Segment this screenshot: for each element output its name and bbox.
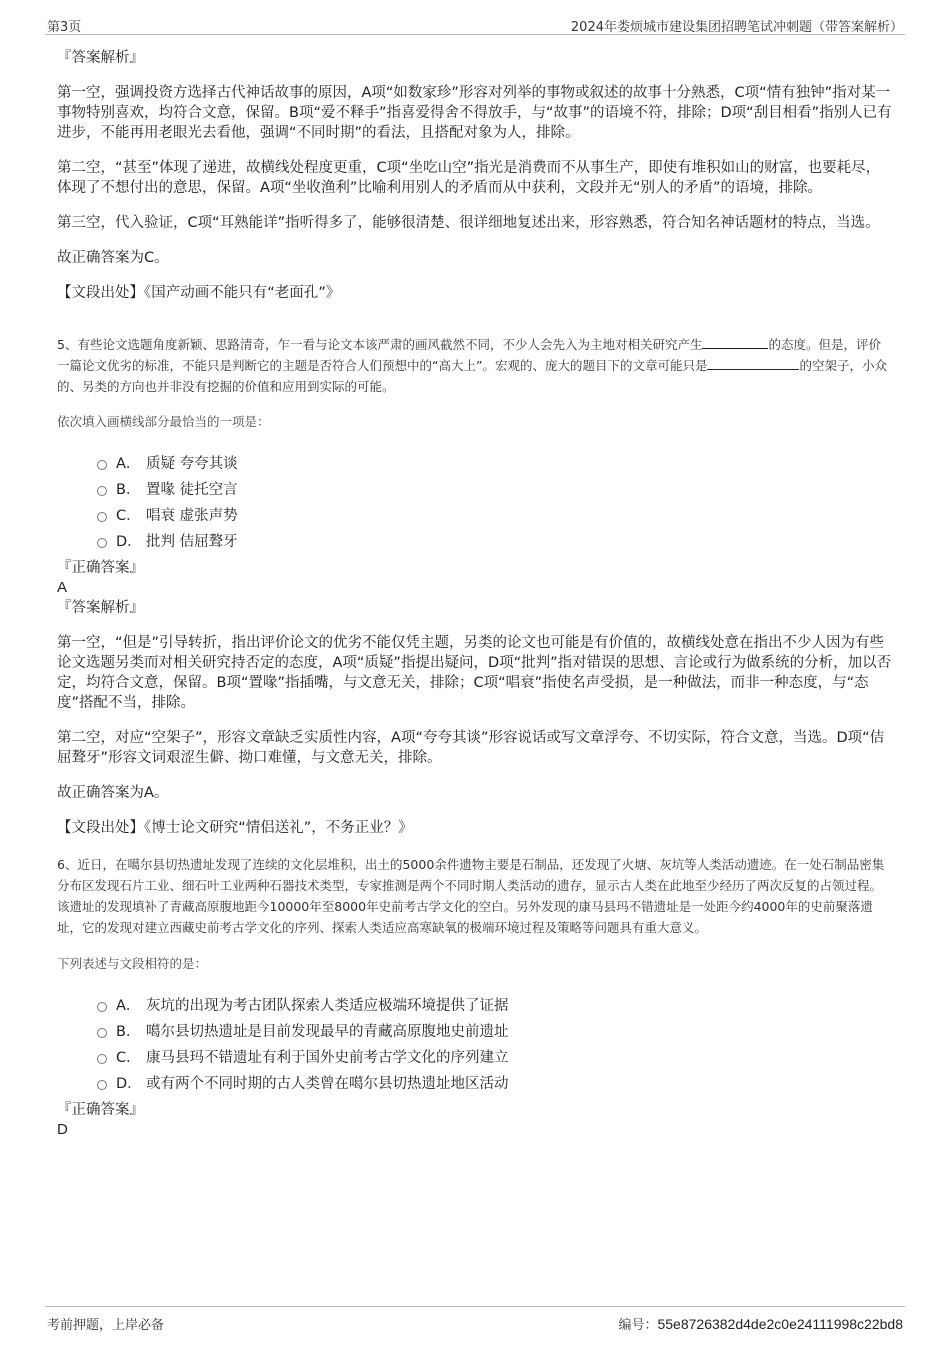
radio-icon[interactable] (97, 512, 107, 522)
document-code (618, 1314, 903, 1333)
option-letter: B． (116, 1023, 141, 1040)
option-letter: C． (116, 507, 141, 524)
radio-icon[interactable] (97, 486, 107, 496)
option-c[interactable] (97, 1043, 893, 1069)
radio-icon[interactable] (97, 1002, 107, 1012)
option-text: 康马县玛不错遗址有利于国外史前考古学文化的序列建立 (146, 1049, 509, 1066)
option-a[interactable] (97, 991, 893, 1017)
radio-icon[interactable] (97, 1080, 107, 1090)
option-letter: A． (116, 455, 141, 472)
question-instruction: 下列表述与文段相符的是： (57, 956, 208, 971)
correct-answer-block (57, 1101, 893, 1139)
question-stem: 6、近日，在噶尔县切热遗址发现了连续的文化层堆积，出土的5000余件遗物主要是石制品，还发现了火塘、灰坑等人类活动遗迹。在一处石制品密集分布区发现石片工业、细石叶工业两种石器技术类型，专家推测是两个不同时期人类活动的遗存，显示古人类在此地至少经历了两次反复的占领过程。该遗址的发现填补了青藏高原腹地距今10000年至8000年史前考古学文化的空白。另外发现的康马县玛不错遗址是一处距今约4000年的史前聚落遗址，它的发现对建立西藏史前考古学文化的序列、探索人类适应高寒缺氧的极端环境过程及策略等问题具有重大意义。 (57, 857, 885, 935)
option-text: 批判 佶屈聱牙 (146, 533, 238, 550)
option-text: 或有两个不同时期的古人类曾在噶尔县切热遗址地区活动 (146, 1075, 509, 1092)
option-letter: D． (116, 533, 142, 550)
document-body (57, 48, 893, 1139)
option-text: 噶尔县切热遗址是目前发现最早的青藏高原腹地史前遗址 (146, 1023, 509, 1040)
page-footer (45, 1306, 905, 1333)
page-number: 第3页 (47, 20, 82, 35)
option-list (57, 449, 893, 553)
option-letter: D． (116, 1075, 142, 1092)
radio-icon[interactable] (97, 460, 107, 470)
analysis-paragraph: 第一空，“但是”引导转折，指出评价论文的优劣不能仅凭主题，另类的论文也可能是有价值的，故横线处意在指出不少人因为有些论文选题另类而对相关研究持否定的态度，A项“质疑”指提出疑问，D项“批判”指对错误的思想、言论或行为做系统的分析，加以否定，均符合文意，保留。B项“置喙”指插嘴，与文意无关，排除；C项“唱衰”指使名声受损，是一种做法，而非一种态度，与“态度”搭配不当，排除。 (57, 635, 892, 711)
correct-answer-value: A (57, 579, 68, 596)
option-text: 置喙 徒托空言 (146, 481, 238, 498)
fill-blank-2 (707, 356, 799, 370)
correct-answer-value: D (57, 1121, 68, 1138)
analysis-paragraph: 第三空，代入验证，C项“耳熟能详”指听得多了，能够很清楚、很详细地复述出来，形容熟悉，符合知名神话题材的特点，当选。 (57, 215, 880, 231)
radio-icon[interactable] (97, 1028, 107, 1038)
stem-text: 的空架子，小众的、另类的方向也并非没有挖掘的价值和应用到实际的可能。 (57, 358, 887, 394)
question-5-analysis (57, 598, 893, 838)
document-code-value: 55e8726382d4de2c0e24111998c22bd8 (657, 1316, 903, 1332)
source-citation: 【文段出处】《博士论文研究“情侣送礼”，不务正业？》 (57, 820, 413, 836)
radio-icon[interactable] (97, 1054, 107, 1064)
option-b[interactable] (97, 1017, 893, 1043)
option-b[interactable] (97, 475, 893, 501)
document-title: 2024年娄烦城市建设集团招聘笔试冲刺题（带答案解析） (570, 20, 903, 35)
prev-question-analysis (57, 48, 893, 303)
source-citation: 【文段出处】《国产动画不能只有“老面孔”》 (57, 285, 341, 301)
analysis-label: 『答案解析』 (57, 50, 144, 66)
option-a[interactable] (97, 449, 893, 475)
page-header (45, 14, 905, 35)
option-letter: C． (116, 1049, 141, 1066)
option-text: 灰坑的出现为考古团队探索人类适应极端环境提供了证据 (146, 997, 509, 1014)
radio-icon[interactable] (97, 538, 107, 548)
stem-text: 5、有些论文选题角度新颖、思路清奇，乍一看与论文本该严肃的画风截然不同，不少人会先入为主地对相关研究产生 (57, 337, 703, 352)
question-instruction: 依次填入画横线部分最恰当的一项是： (57, 414, 270, 429)
option-letter: A． (116, 997, 141, 1014)
option-text: 质疑 夸夸其谈 (146, 455, 238, 472)
question-5 (57, 334, 893, 838)
correct-answer-block (57, 559, 893, 597)
analysis-conclusion: 故正确答案为C。 (57, 250, 169, 266)
fill-blank-1 (702, 335, 768, 349)
correct-answer-label: 『正确答案』 (57, 1102, 144, 1118)
stem-text: 的态度。但是，评价一篇论文优劣的标准，不能只是判断它的主题是否符合人们预想中的“高大上”。宏观的、庞大的题目下的文章可能只是 (57, 337, 881, 373)
option-d[interactable] (97, 527, 893, 553)
correct-answer-label: 『正确答案』 (57, 560, 144, 576)
option-list (57, 991, 893, 1095)
option-text: 唱衰 虚张声势 (146, 507, 238, 524)
question-stem (57, 334, 893, 397)
analysis-paragraph: 第一空，强调投资方选择古代神话故事的原因，A项“如数家珍”形容对列举的事物或叙述的故事十分熟悉，C项“情有独钟”指对某一事物特别喜欢，均符合文意，保留。B项“爱不释手”指喜爱得舍不得放手，与“故事”的语境不符，排除；D项“刮目相看”指别人已有进步，不能再用老眼光去看他，强调“不同时期”的看法，且搭配对象为人，排除。 (57, 85, 892, 141)
document-code-label: 编号： (618, 1318, 658, 1333)
option-c[interactable] (97, 501, 893, 527)
analysis-conclusion: 故正确答案为A。 (57, 785, 169, 801)
analysis-paragraph: 第二空，对应“空架子”，形容文章缺乏实质性内容，A项“夸夸其谈”形容说话或写文章浮夸、不切实际，符合文意，当选。D项“佶屈聱牙”形容文词艰涩生僻、拗口难懂，与文意无关，排除。 (57, 730, 885, 766)
analysis-label: 『答案解析』 (57, 600, 144, 616)
footer-slogan: 考前押题，上岸必备 (47, 1318, 165, 1333)
analysis-paragraph: 第二空，“甚至”体现了递进，故横线处程度更重，C项“坐吃山空”指光是消费而不从事生产，即使有堆积如山的财富，也要耗尽，体现了不想付出的意思，保留。A项“坐收渔利”比喻利用别人的矛盾而从中获利，文段并无“别人的矛盾”的语境，排除。 (57, 160, 881, 196)
option-letter: B． (116, 481, 141, 498)
question-6 (57, 854, 893, 1139)
option-d[interactable] (97, 1069, 893, 1095)
